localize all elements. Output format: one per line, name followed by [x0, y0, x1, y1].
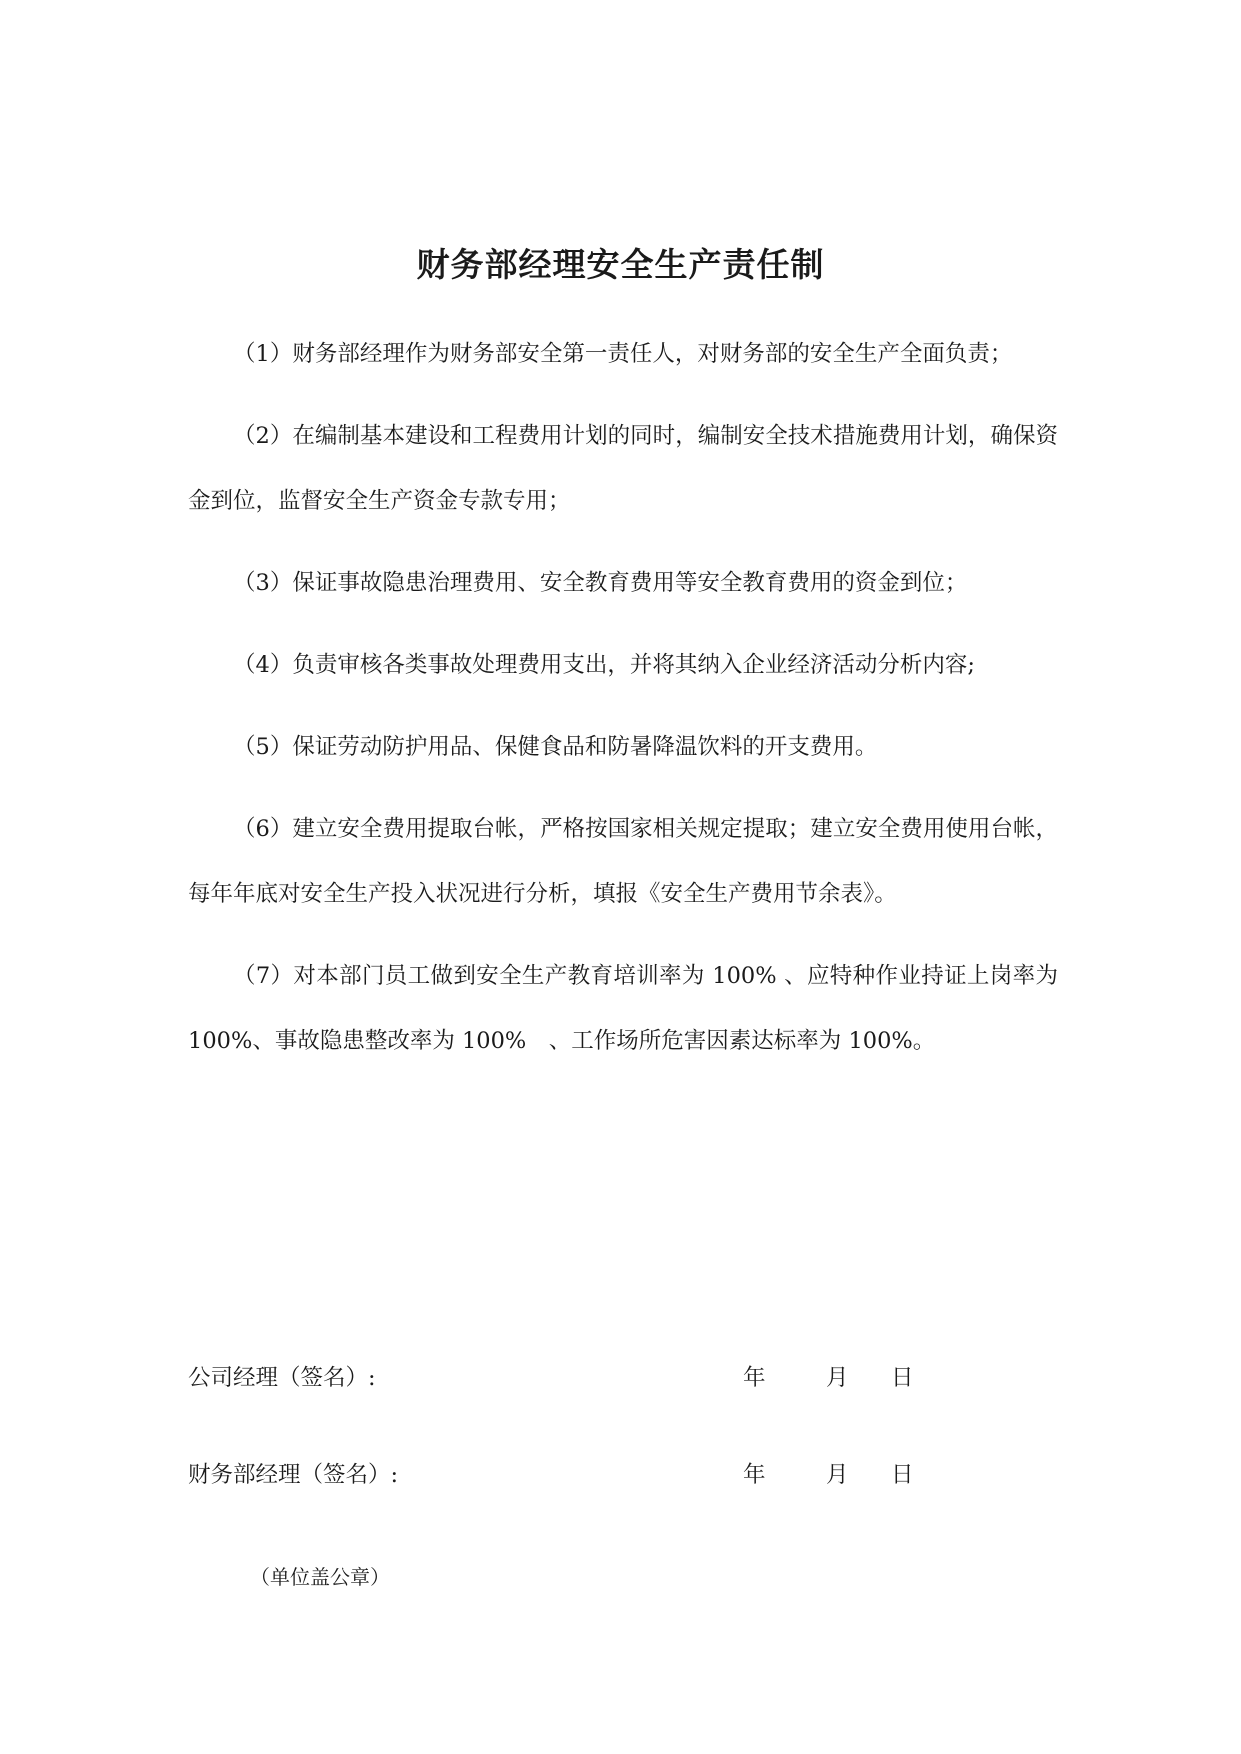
paragraph-3: （3）保证事故隐患治理费用、安全教育费用等安全教育费用的资金到位；	[233, 570, 968, 596]
paragraph-6: （6）建立安全费用提取台帐，严格按国家相关规定提取；建立安全费用使用台帐，每年年底对安全生产投入状况进行分析，填报《安全生产费用节余表》。	[188, 816, 1058, 907]
date-day-label: 日	[891, 1365, 914, 1391]
signature-label: 公司经理（签名）:	[188, 1365, 376, 1391]
date-month-label: 月	[826, 1462, 849, 1488]
signature-row-finance-manager	[188, 1455, 988, 1495]
seal-note: （单位盖公章）	[250, 1565, 390, 1589]
signature-label: 财务部经理（签名）:	[188, 1462, 399, 1488]
date-day-label: 日	[891, 1462, 914, 1488]
paragraph-5: （5）保证劳动防护用品、保健食品和防暑降温饮料的开支费用。	[233, 734, 878, 760]
paragraph-1: （1）财务部经理作为财务部安全第一责任人，对财务部的安全生产全面负责；	[233, 341, 1013, 367]
date-month-label: 月	[826, 1365, 849, 1391]
date-year-label: 年	[743, 1365, 766, 1391]
document-body	[188, 322, 1058, 1091]
date-year-label: 年	[743, 1462, 766, 1488]
document-title: 财务部经理安全生产责任制	[416, 245, 825, 284]
paragraph-7: （7）对本部门员工做到安全生产教育培训率为 100% 、应特种作业持证上岗率为 100%、事故隐患整改率为 100% 、工作场所危害因素达标率为 100%。	[188, 963, 1058, 1054]
paragraph-2: （2）在编制基本建设和工程费用计划的同时，编制安全技术措施费用计划，确保资金到位，监督安全生产资金专款专用；	[188, 423, 1058, 514]
paragraph-4: （4）负责审核各类事故处理费用支出，并将其纳入企业经济活动分析内容;	[233, 652, 975, 678]
signature-row-company-manager	[188, 1358, 988, 1398]
